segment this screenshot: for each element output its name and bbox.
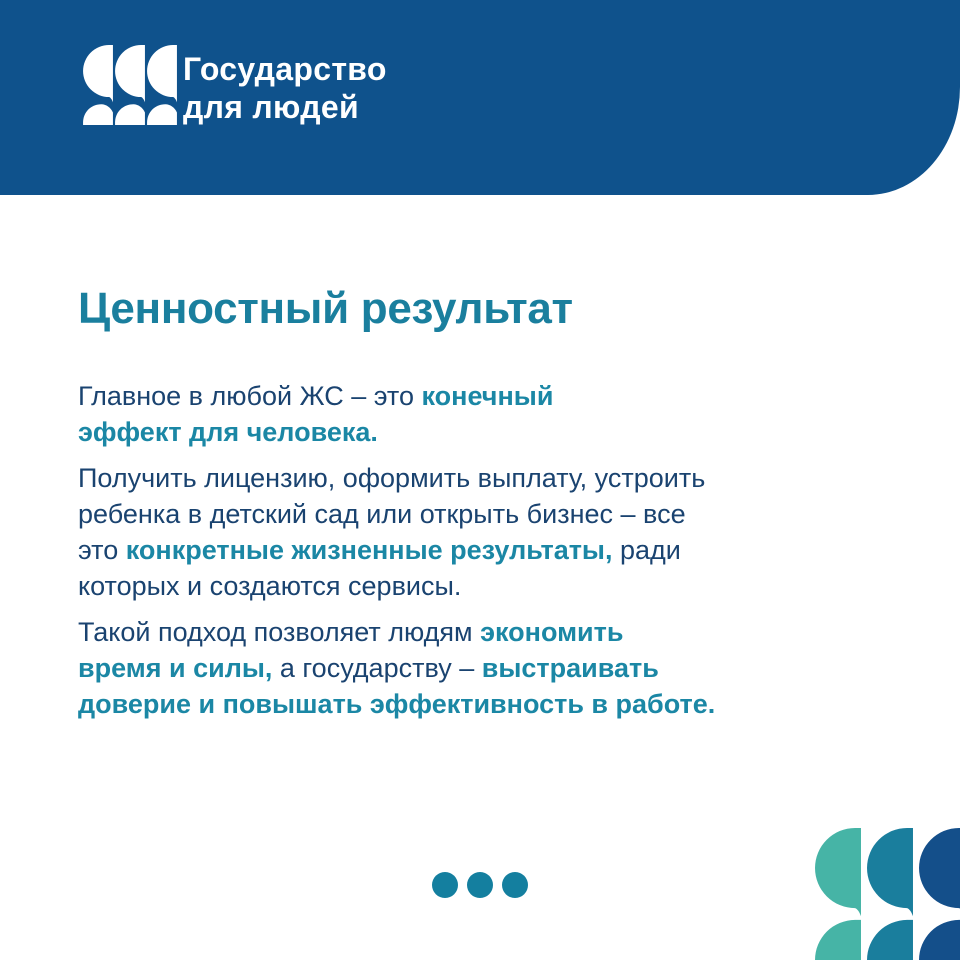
text-line bbox=[78, 568, 838, 604]
accent-text: конкретные жизненные результаты, bbox=[125, 535, 613, 565]
accent-text: конечный bbox=[421, 381, 554, 411]
body-text-span: которых и создаются сервисы. bbox=[78, 571, 462, 601]
paragraph bbox=[78, 378, 838, 450]
text-line bbox=[78, 378, 838, 414]
logo-mark-icon bbox=[815, 828, 861, 960]
body-text bbox=[78, 378, 838, 732]
accent-text: выстраивать bbox=[481, 653, 659, 683]
accent-text: эффект для человека. bbox=[78, 417, 378, 447]
text-line bbox=[78, 650, 838, 686]
accent-text: экономить bbox=[480, 617, 624, 647]
brand-line-2: для людей bbox=[183, 89, 359, 125]
dot bbox=[502, 872, 528, 898]
accent-text: время и силы, bbox=[78, 653, 273, 683]
text-line bbox=[78, 686, 838, 722]
logo-mark-icon bbox=[867, 828, 913, 960]
body-text-span: а государству – bbox=[272, 653, 482, 683]
text-line bbox=[78, 414, 838, 450]
text-line bbox=[78, 460, 838, 496]
body-text-span: это bbox=[78, 535, 126, 565]
logo-mark-icon bbox=[115, 45, 145, 125]
text-line bbox=[78, 614, 838, 650]
text-line bbox=[78, 532, 838, 568]
dot bbox=[432, 872, 458, 898]
brand-logo bbox=[83, 45, 177, 125]
logo-mark-icon bbox=[919, 828, 960, 960]
header-banner bbox=[0, 0, 960, 195]
page-title: Ценностный результат bbox=[78, 284, 573, 333]
body-text-span: ради bbox=[612, 535, 681, 565]
logo-mark-icon bbox=[83, 45, 113, 125]
body-text-span: Такой подход позволяет людям bbox=[78, 617, 481, 647]
pagination-dots bbox=[432, 872, 528, 898]
text-line bbox=[78, 496, 838, 532]
body-text-span: Получить лицензию, оформить выплату, устроить bbox=[78, 463, 706, 493]
corner-logo-decoration bbox=[815, 828, 960, 960]
paragraph bbox=[78, 460, 838, 604]
accent-text: доверие и повышать эффективность в работе. bbox=[78, 689, 716, 719]
logo-mark-icon bbox=[147, 45, 177, 125]
body-text-span: ребенка в детский сад или открыть бизнес – все bbox=[78, 499, 686, 529]
brand-name bbox=[183, 50, 387, 126]
dot bbox=[467, 872, 493, 898]
body-text-span: Главное в любой ЖС – это bbox=[78, 381, 422, 411]
paragraph bbox=[78, 614, 838, 722]
brand-line-1: Государство bbox=[183, 51, 387, 87]
